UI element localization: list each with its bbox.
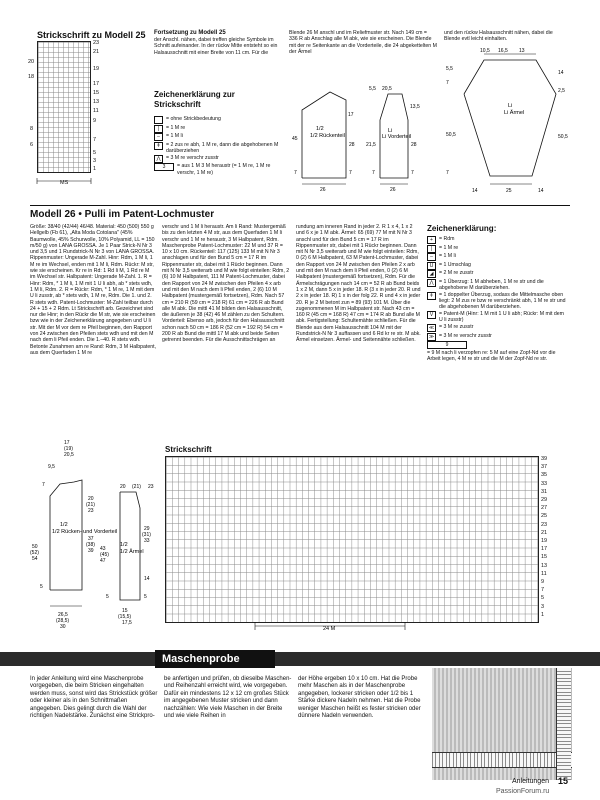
three-from-one-icon: 3 [154,163,174,171]
model26-legend-title: Zeichenerklärung: [427,224,497,233]
continued-text: der Anschl. nähen, dabei treffen gleiche Symbole im Schnitt aufeinander. In der rückw Mitte entsteht so ein Halsausschnitt mit einer Breite von 11 cm. Für die [154,37,278,56]
dim: 25 [506,188,512,194]
dim: (19) [64,446,73,452]
legend-row [427,292,567,311]
chart25-grid [37,41,91,173]
row-number: 21 [93,49,100,55]
dim: 26 [320,187,326,193]
legend-row [427,333,567,341]
model26-heading-rule [30,205,570,206]
knit-icon: | [154,125,163,133]
dim: 20 [88,496,94,502]
chart-title: Strickschrift [165,445,212,454]
dim: 7 [372,170,375,176]
dim: (38) [86,542,95,548]
row-number: 11 [93,108,99,114]
legend25-row [154,125,280,133]
sleeve-label: Li Ärmel [504,110,525,116]
dim: 28 [349,142,355,148]
dim: 13 [519,48,525,54]
dim: (31) [142,532,151,538]
dim: 9,5 [48,464,55,470]
row-number: 3 [93,158,97,164]
k2tog-icon: ◢ [427,270,436,278]
dim: 5 [106,594,109,600]
patent-icon: V [427,311,436,319]
col4-top-text: und den rückw Halsausschnitt nähen, dabei die Blende evtl leicht einhalten. [444,30,553,43]
row-number: 3 [541,603,545,610]
dim: 47 [100,558,106,564]
legend-text: = 1 M re [439,244,459,251]
model26-legend [427,236,567,363]
body-label-1: 1/2 [60,522,68,528]
model26-col3: rundung am inneren Rand in jeder 2. R 1 x 4, 1 x 2 und 6 x je 1 M abk. Ärmel: 65 (69) 77 M mit N Nr 3 anschl und für den Bund 5 cm = 17 R im Rippenmuster str, dabei mit 1 Rückr beginnen. Dann mit N Nr 3,5 weiterarb und M wie folgt einteilen: Rdm, 0 (2) 6 M Halbpatent, 63 M Patent-Lochmuster, dabei den Rapport von 24 M zwischen den Pfeilen 2 x arb und mit den M nach dem li Pfeil enden, 0 (2) 6 M Halbpatent (mustergemäß fortsetzen), Rdm. Für die Ärmelschrägungen nach 14 cm = 52 R ab Bund beids 1 x 2 M, dann 5 x in jeder 18. R (3 x in jeder 20. R und 2 x in jeder 18. R) 1 x in der folg 22. R und 4 x in jeder 20. R je 2 M betont zun = 89 (93) 101 M. Über die zugenommenen M im Halbpatent str. Nach 43 cm = 160 R (45 cm = 168 R) 47 cm = 174 R ab Bund alle M abk. Fertigstellung: Schultemähte schließen. Für die Blende aus dem Halsausschnitt 104 M mit der Rundstrick-N Nr 3 auffassen und 6 Rd kr re str. M abk. Ärmel einsetzen. Ärmel- und Seitennähte schließen. [296,224,421,344]
ruler-vertical [556,668,571,780]
dim: (28,5) [56,618,70,624]
ms-label: MS [60,180,69,186]
legend-row [427,324,567,332]
schematic-body [30,440,118,640]
dim: 13,5 [410,104,420,110]
back-label-1: 1/2 [316,126,324,132]
dim: 29 [144,526,150,532]
legend-text: = ohne Strickbedeutung [166,116,221,122]
legend-row [427,253,567,261]
k3tog-tbl-icon: ≫ [428,333,435,340]
row-number: 15 [541,554,548,561]
row-number: 39 [541,456,548,462]
sleeve26-label-1: 1/2 [120,542,128,548]
maschenprobe-col3: der Höhe ergeben 10 x 10 cm. Hat die Probe mehr Maschen als in der Maschenprobe angegeben, lockerer stricken oder 1/2 bis 1 Stärke dickere Nadeln nehmen. Hat die Probe weniger Maschen heißt es fester stricken oder dünnere Nadeln verwenden. [298,676,421,720]
row-number: 21 [541,529,548,536]
legend-row [427,311,567,323]
k3tog-icon: ≪ [428,325,435,332]
selvedge-icon: + [427,236,436,244]
dim: (15,5) [118,614,132,620]
sleeve-label-li: Li [508,103,513,109]
dim: 7 [349,170,352,176]
legend-text: = 1 Umschlag [439,261,471,268]
legend25-row [154,133,280,141]
model26-col1: Größe: 38/40 (42/44) 46/48. Material: 450 (500) 550 g Hellgelb (Fb 61), „Alta Moda Cotolana" (45% Baumwolle, 45% Schurwolle, 10% Polyamid, LL = 150 m/50 g) von LANA GROSSA. Je 1 Paar Strick-N Nr 3 und 3,5 und 1 Rundstrick-N Nr 3 von LANA GROSSA. Rippenmuster: Ungerade M-Zahl. Hinr: Rdm, 1 M li, 1 M re im Wechsel, enden mit 1 M li, Rdm. Rückr: M str, wie sie erscheinen. Kr re in Rd: 1 Rd li M, 1 Rd re M im Wechsel str. Halbpatent: Ungerade M-Zahl. 1. R = Hinr: Rdm, * 1 M li, 1 M mit 1 U li abh, ab * stets wdh, 1 M li, Rdm. 2. R = Rückr: Rdm, * 1 M re, 1 M mit dem U li zusstr, ab * stets wdh, 1 M re, Rdm. Die 1. und 2. R stets wdh. Patent-Lochmuster: M-Zahl teilbar durch 24 + 15 + 2 Rdm. Lt Strickschrift arb. Gezeichnet sind nur die Hinr; in den Rückr die M str, wie sie erscheinen bzw wie in der Zeichenerklärung angegeben und U li str. Mit der M vor dem re Pfeil beginnen, den Rapport von 24 zwischen den Pfeilen stets wdh und mit den M nach dem li Pfeil enden. Die 1.–40. R stets wdh. Betonte Zunahmen am re Rand: Rdm, 3 M Halbpatent, aus dem Querfaden 1 M re [30,224,157,356]
row-number: 7 [93,137,97,143]
legend25-title: Zeichenerklärung zur Strickschrift [154,90,235,109]
row-number: 17 [93,81,100,87]
back-label: 1/2 Rückenteil [310,133,345,139]
legend-text: = 9 M nach li verzopfen re: 5 M auf eine Zopf-Nd vor die Arbeit legen, 4 M re str und die M der Zopf-Nd re str. [427,349,556,363]
double-decrease-icon: ↟ [154,142,163,150]
front-label-li: Li [388,128,393,134]
row-number: 13 [93,99,100,105]
row-number: 25 [541,513,548,520]
dim: 20,5 [64,452,74,458]
dim: 7 [42,482,45,488]
legend-text: = Patent-M (Hinr: 1 M mit 1 U li abh; Rückr: M mit dem U li zusstr) [439,311,564,324]
dim: 14 [472,188,478,194]
footer-section: Anleitungen [512,778,549,785]
dim: 23 [148,484,154,490]
dim: (21) [86,502,95,508]
front-label: Li Vorderteil [382,134,412,140]
dim: 23 [88,508,94,514]
empty-icon [154,116,163,124]
legend-text: = 1 M li [166,133,183,140]
legend-text: = 2 M re zusstr [439,270,474,277]
schematic-front [366,80,446,192]
dim: 10,5 [480,48,490,54]
dim: 5 [144,594,147,600]
yarn-over-icon: U [427,262,436,270]
legend-row [427,279,567,291]
legend-text: = Rdm [439,236,455,242]
legend-text: = 2 zus re abh, 1 M re, dann die abgehobenen M darüberziehen [166,141,279,154]
body-label: 1/2 Rücken- und Vorderteil [52,529,118,535]
row-number: 19 [541,538,548,544]
row-number: 7 [541,587,545,594]
dim: 43 [100,546,106,552]
row-number: 23 [93,40,100,46]
dim: 50 [32,544,38,550]
legend25 [154,116,280,176]
legend-text: = 3 M re zusstr [439,324,474,331]
three-together-icon: ⋀ [154,155,163,163]
dim: 14 [144,576,150,582]
maschenprobe-col2: be anfertigen und prüfen, ob dieselbe Maschen- und Reihenzahl erreicht wird, wie vorgegeben. Dafür ein mindestens 12 x 12 cm großes Stück im angegebenen Muster stricken und dann nachzählen: Wie viele Maschen in der Breite und wie viele Reihen in [164,676,292,720]
purl-icon: – [427,253,436,261]
dim: 17 [64,440,70,446]
legend-text: = 1 M li [439,253,456,260]
row-number: 17 [541,546,548,553]
stitch-chart-grid [165,456,539,623]
row-number: 27 [541,505,548,512]
dim: 16,5 [498,48,508,54]
dim: 7 [411,170,414,176]
legend-text: = 3 M re verschr zusstr [439,332,492,339]
row-number: 13 [541,562,548,569]
row-number: 29 [541,497,548,503]
purl-icon: – [154,133,163,141]
slip-over-icon: ⋀ [427,279,436,287]
footer-page: 15 [558,776,569,786]
row-number: 23 [541,521,548,528]
dim: 7 [294,170,297,176]
legend-text: = aus 1 M 3 M heraustr (= 1 M re, 1 M re verschr, 1 M re) [177,163,271,176]
legend-row [427,262,567,270]
row-number: 33 [541,480,548,487]
dim: 37 [88,536,94,542]
dim: (45) [100,552,109,558]
chart-row-numbers [541,456,557,626]
dim: 33 [144,538,150,544]
continued-title: Fortsetzung zu Modell 25 [154,30,226,36]
knit-icon: | [427,245,436,253]
dim: 15 [122,608,128,614]
row-number: 11 [541,570,547,577]
side-number: 20 [28,59,35,65]
row-number: 19 [93,66,100,72]
dim: 7 [446,170,449,176]
dim: (52) [30,550,39,556]
row-number: 5 [541,595,545,602]
repeat-label: 24 M [323,626,336,632]
sleeve26-label: 1/2 Ärmel [120,549,144,555]
legend-text: = 1 Überzug: 1 M abheben, 1 M re str und die abgehobene M darüberziehen. [439,278,544,292]
legend-text: = 1 doppelter Überzug, sodass die Mittelmasche oben liegt: 2 M zus re bzw re verschränkt abh, 1 M re str und die abgehobenen M darüberziehen. [439,291,566,311]
legend25-row [154,163,280,175]
dim: 28 [411,142,417,148]
dim: 39 [88,548,94,554]
side-number: 8 [30,126,34,132]
dim: 2,5 [558,88,565,94]
schematic-sleeve-top [444,44,574,194]
legend-row [427,341,567,349]
cable-icon: 9 [427,341,467,349]
dim: (21) [132,484,141,490]
schematic-back [290,80,370,192]
model26-col2: verschr und 1 M li heraustr. Am li Rand: Mustergemäß bis zu den letzten 4 M str, aus dem Querfaden 1 M li verschr und 1 M re heraustr, 3 M Halbpatent, Rdm. Maschenprobe Patent-Lochmuster: 22 M und 37 R = 10 x 10 cm. Rückenteil: 117 (125) 133 M mit N Nr 3 anschlagen und für den Bund 5 cm = 17 R im Rippenmuster str, dabei mit 1 Rückr beginnen. Dann mit N Nr 3,5 weiterarb und M wie folgt einteilen: Rdm, 2 (6) 10 M Halbpatent, 111 M Patent-Lochmuster, dabei den Rapport von 24 M zwischen den Pfeilen 4 x arb und mit den M nach dem li Pfeil enden, 2 (6) 10 M Halbpatent (mustergemäß fortsetzen), Rdm. Nach 57 cm = 210 R (59 cm = 218 R) 61 cm = 226 R ab Bund alle M abk. Die mittl 41 M bilden den Halsausschnitt, die äußeren je 38 (42) 46 M zählen zu den Schultern. Vorderteil: Ebenso arb, jedoch für den Halsausschnitt schon nach 50 cm = 186 R (52 cm = 192 R) 54 cm = 200 R ab Bund die mittl 17 M abk und beide Seiten getrennt beenden. Für die Ausschnittschrägen an [162,224,290,344]
dim: 7 [446,80,449,86]
dim: 20,5 [382,86,392,92]
row-number: 9 [93,118,97,124]
watermark: PassionForum.ru [496,788,550,795]
row-number: 1 [541,611,545,618]
dim: 5 [40,584,43,590]
legend-row [427,236,567,244]
repeat-bracket [165,620,537,632]
ruler-image [432,752,572,768]
row-number: 31 [541,488,548,495]
chart25-title: Strickschrift zu Modell 25 [37,30,146,40]
dim: 17 [348,112,354,118]
col3-top-text: Blende 26 M anschl und im Reliefmuster str. Nach 149 cm = 336 R ab Anschlag alle M abk, wie sie erscheinen. Die Blende mit der re Seitenkante an die Vorderteile, die 24 abgekettelten M der Ärmel [289,30,437,55]
row-number: 1 [93,166,97,172]
row-number: 5 [93,150,97,156]
dim: 50,5 [558,134,568,140]
dim: 5,5 [369,86,376,92]
legend25-row [154,142,280,154]
legend25-row [154,116,280,124]
dim: 26 [390,187,396,193]
row-number: 9 [541,579,545,585]
side-number: 6 [30,142,34,148]
dim: 26,5 [58,612,68,618]
dim: 14 [558,70,564,76]
dim: 45 [292,136,298,142]
row-number: 37 [541,464,548,471]
row-number: 35 [541,472,548,479]
legend-row [427,270,567,278]
maschenprobe-title: Maschenprobe [162,653,240,665]
dim: 50,5 [446,132,456,138]
dim: 21,5 [366,142,376,148]
dim: 30 [60,624,66,630]
legend-row [427,245,567,253]
dim: 54 [32,556,38,562]
dim: 5,5 [446,66,453,72]
row-number: 15 [93,90,100,96]
legend-text: = 1 M re [166,124,186,131]
legend-text: = 3 M re verschr zusstr [166,154,219,161]
maschenprobe-col1: In jeder Anleitung wird eine Maschenprobe vorgegeben, die beim Stricken eingehalten werden muss, sonst wird das Strickstück größer oder kleiner als in den Schnittmaßen angegeben. Dies gelingt durch die Wahl der richtigen Nadelstärke. Zunächst eine Strickpro- [30,676,158,720]
schematic-sleeve [100,480,160,640]
dim: 17,5 [122,620,132,626]
side-number: 18 [28,74,35,80]
legend25-row [154,155,280,163]
maschenprobe-band [0,652,600,666]
model26-heading: Modell 26 • Pulli im Patent-Lochmuster [30,209,215,220]
double-slip-over-icon: ↟ [427,292,436,300]
legend-row [427,350,567,362]
dim: 14 [538,188,544,194]
dim: 20 [120,484,126,490]
ms-bracket [37,176,91,186]
